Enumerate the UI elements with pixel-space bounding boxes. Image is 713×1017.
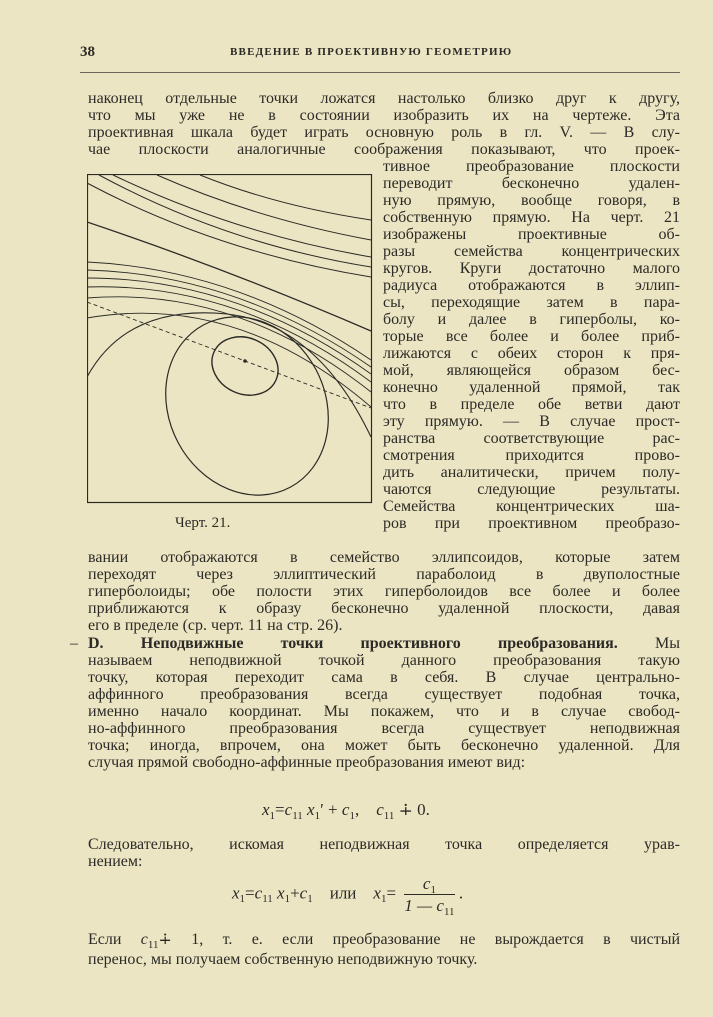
text-line: именно начало координат. Мы покажем, что и в случае свобод- [88, 703, 680, 720]
dashed-axis [87, 302, 371, 408]
formula-affine-map: $x_1=c_{11}$ $x_1' + c_1$, $c_{11}$ ∔ 0. [262, 800, 430, 822]
op: = [245, 883, 255, 903]
var: c [341, 800, 350, 819]
section-d-text: Мы [655, 635, 681, 652]
text-line: кругов. Круги достаточно малого [383, 260, 680, 277]
text-line: аффинного преобразования всегда существует подобная точка, [88, 686, 680, 703]
formula-fixed-point [232, 874, 464, 918]
text-line: но-аффинного преобразования всегда существует неподвижная [88, 720, 680, 737]
figure-caption: Черт. 21. [175, 515, 231, 531]
text-line: ранства соответствующие рас- [383, 430, 680, 447]
hyperbola-curve [87, 270, 371, 367]
text-line: эту прямую. — В случае прост- [383, 413, 680, 430]
text-line: собственную прямую. На черт. 21 [383, 209, 680, 226]
final-line-2: перенос, мы получаем собственную неподвижную точку. [88, 951, 478, 968]
period: . [458, 883, 464, 903]
sub: 1 [307, 893, 313, 906]
var: x [262, 800, 270, 819]
denominator [404, 895, 455, 918]
var: c [422, 874, 431, 893]
text-line: случая прямой свободно-аффинные преобразования имеют вид: [88, 754, 526, 771]
text-line: точку, которая переходит сама в себя. В случае центрально- [88, 669, 680, 686]
op: + [323, 800, 342, 819]
text-line: торые все более и более приб- [383, 328, 680, 345]
op: = [275, 800, 285, 819]
text-line: сы, переходящие затем в пара- [383, 294, 680, 311]
text-line: его в пределе (ср. черт. 11 на стр. 26). [88, 617, 343, 634]
var: c [299, 883, 308, 903]
text-line: радиуса отображаются в эллип- [383, 277, 680, 294]
text-line: болу и далее в гиперболы, ко- [383, 311, 680, 328]
center-point [244, 360, 247, 363]
text-line: ную прямую, вообще говоря, в [383, 192, 680, 209]
text-line: переводит бесконечно удален- [383, 175, 680, 192]
running-title: ВВЕДЕНИЕ В ПРОЕКТИВНУЮ ГЕОМЕТРИЮ [230, 46, 513, 58]
text-line: чае плоскости аналогичные соображения показывают, что проек- [88, 141, 680, 158]
text-line: дить аналитически, причем полу- [383, 464, 680, 481]
numerator [404, 874, 454, 895]
var: c [254, 883, 263, 903]
sub: 11 [383, 810, 395, 822]
text-line: чаются следующие результаты. [383, 481, 680, 498]
hyperbola-curve [87, 262, 371, 360]
page-number: 38 [80, 44, 95, 60]
var: c [140, 931, 148, 948]
sub: 1 [314, 810, 321, 822]
var: x [277, 883, 285, 903]
op: + [290, 883, 300, 903]
header-rule [80, 72, 680, 73]
text-line: проективная шкала будет играть основную роль в гл. V. — В слу- [88, 124, 680, 141]
text-line: ров при проективном преобразо- [383, 515, 680, 532]
text: Если [88, 931, 141, 948]
text-line: мой, являющейся образом бес- [383, 362, 680, 379]
condition: ∔ 0. [394, 800, 430, 819]
text-line: конечно удаленной прямой, так [383, 379, 680, 396]
var: x [232, 883, 240, 903]
prime: ′ [320, 800, 324, 819]
hyperbola-curve [87, 313, 371, 407]
var: x [373, 883, 381, 903]
text-line: вании отображаются в семейство эллипсоидов, которые затем [88, 549, 680, 566]
text-line: наконец отдельные точки ложатся настолько близко друг к другу, [88, 90, 680, 107]
text-line: переходят через эллиптический параболоид в двуполостные [88, 566, 680, 583]
text-line: лижаются с обеих сторон к пря- [383, 345, 680, 362]
text-line: приближаются к образу бесконечно удаленной плоскости, давая [88, 600, 680, 617]
sub: 11 [262, 893, 273, 906]
text-line: точка; иногда, впрочем, она может быть бесконечно удаленной. Для [88, 737, 680, 754]
sub: 1 [284, 893, 291, 906]
text-line: тивное преобразование плоскости [383, 158, 680, 175]
text-line: что мы уже не в состоянии изобразить их на чертеже. Эта [88, 107, 680, 124]
section-d-heading: D. Неподвижные точки проективного преобразования. [88, 635, 618, 652]
text: ∔ 1, т. е. если преобразование не вырождается в чистый [158, 931, 680, 948]
hyperbola-curve [87, 297, 371, 392]
text-line: называем неподвижной точкой данного преобразования такую [88, 652, 680, 669]
word-or: или [329, 883, 357, 903]
section-d-first-line [88, 635, 680, 652]
var: 1 — c [404, 896, 444, 915]
hyperbola-curve [99, 175, 371, 267]
margin-mark: – [70, 635, 78, 652]
text-line: разы семейства концентрических [383, 243, 680, 260]
text-line: смотрения приходится прово- [383, 447, 680, 464]
small-ellipse [202, 326, 287, 405]
sub: 11 [147, 939, 159, 951]
sub: 11 [292, 810, 303, 822]
final-line-1 [88, 931, 680, 951]
text-line: что в пределе обе ветви дают [383, 396, 680, 413]
hyperbola-curve [87, 183, 371, 277]
var: x [307, 800, 315, 819]
text-line: Семейства концентрических ша- [383, 498, 680, 515]
sub: 1 [269, 810, 276, 822]
var: c [284, 800, 293, 819]
figure-21-concentric-circles-images [87, 174, 373, 504]
text-line: изображены проективные об- [383, 226, 680, 243]
text-line: Следовательно, искомая неподвижная точка определяется урав- [88, 836, 680, 853]
sub: 1 [239, 893, 246, 906]
sub: 11 [443, 906, 455, 918]
sub: 1 [349, 810, 355, 822]
sub: 1 [430, 884, 436, 896]
text-line: гиперболоиды; обе полости этих гиперболоидов все более и более [88, 583, 680, 600]
op: = [386, 883, 397, 903]
text-line: нением: [88, 853, 143, 870]
var: c [376, 800, 384, 819]
hyperbola-curve [200, 175, 371, 220]
sub: 1 [380, 893, 387, 906]
fraction [404, 874, 455, 918]
